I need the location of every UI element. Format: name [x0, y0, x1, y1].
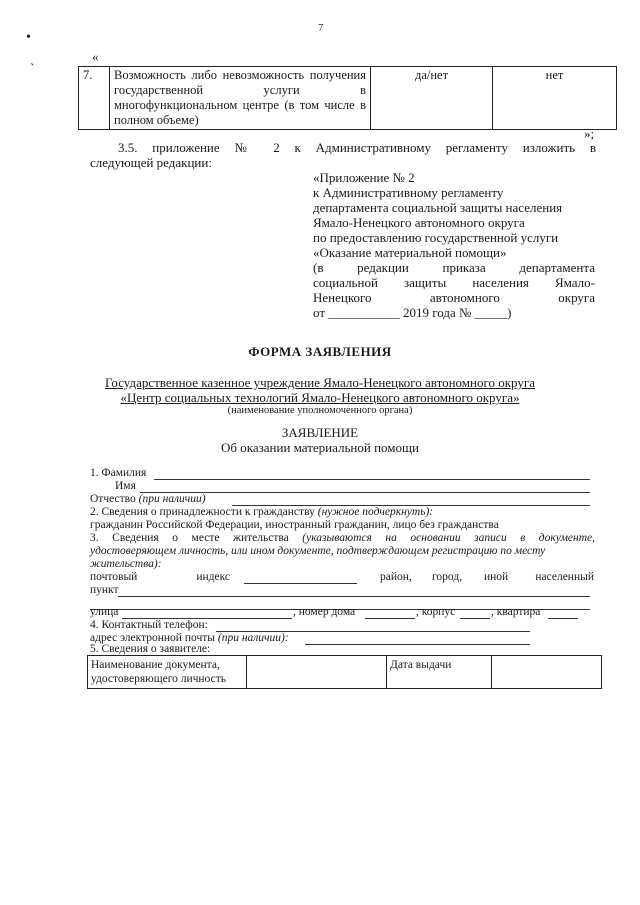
row-values: да/нет [371, 67, 493, 130]
applicant-label: 5. Сведения о заявителе: [90, 643, 211, 655]
email-if-any-note: (при наличии): [217, 632, 289, 644]
residence-line-3 [90, 558, 162, 572]
surname-field[interactable] [154, 479, 590, 480]
appendix-line: социальной защиты населения Ямало- [313, 275, 595, 290]
citizenship-options[interactable]: гражданин Российской Федерации, иностранный гражданин, лицо без гражданства [90, 519, 499, 531]
clause-line-2: следующей редакции: [90, 155, 212, 170]
appendix-line: «Приложение № 2 [313, 170, 415, 185]
appendix-line: по предоставлению государственной услуги [313, 230, 559, 245]
residence-head: 3. Сведения о месте жительства [90, 532, 289, 544]
building-label: , корпус [416, 606, 456, 618]
citizenship-label [90, 506, 433, 520]
appendix-line: от ___________ 2019 года № _____) [313, 305, 512, 320]
postal-label: почтовый индекс [90, 571, 230, 583]
point-label: пункт [90, 584, 119, 596]
services-table-row [78, 66, 617, 130]
residence-note-a: (указываются на основании записи в документе, [302, 532, 595, 544]
if-any-note: (при наличии) [138, 493, 206, 505]
postal-field[interactable] [244, 583, 357, 584]
surname-label: 1. Фамилия [90, 467, 147, 479]
phone-label: 4. Контактный телефон: [90, 619, 208, 631]
email-text: адрес электронной почты [90, 632, 215, 644]
quote-close: »; [584, 126, 595, 141]
appendix-line: Ненецкого автономного округа [313, 290, 595, 305]
residence-note-c: жительства): [90, 558, 162, 570]
underline-note: (нужное подчеркнуть): [317, 506, 434, 518]
residence-line-1 [90, 532, 595, 546]
issue-date-label: Дата выдачи [387, 656, 492, 689]
appendix-line: «Оказание материальной помощи» [313, 245, 507, 260]
doc-name-label: удостоверяющего личность [91, 673, 226, 685]
house-field[interactable] [365, 618, 415, 619]
appendix-line: (в редакции приказа департамента [313, 260, 595, 275]
issue-date-value[interactable] [492, 656, 602, 689]
point-field[interactable] [118, 596, 590, 597]
name-label: Имя [115, 480, 136, 492]
residence-note-b: удостоверяющем личность, или ином документе, подтверждающем регистрацию по месту [90, 545, 546, 557]
citizenship-text: 2. Сведения о принадлежности к гражданству [90, 506, 315, 518]
appendix-line: к Административному регламенту [313, 185, 504, 200]
applicant-table [87, 655, 602, 689]
quote-open: « [92, 49, 99, 64]
margin-mark: ˋ [30, 62, 35, 77]
apartment-label: , квартира [491, 606, 541, 618]
patronymic-label [90, 493, 206, 507]
appendix-line: департамента социальной защиты населения [313, 200, 563, 215]
building-field[interactable] [460, 618, 490, 619]
doc-name-label-cell [88, 656, 247, 689]
residence-line-2 [90, 545, 595, 559]
row-description: Возможность либо невозможность получения государственной услуги в многофункциональном центре (в том числе в полном объеме) [110, 67, 371, 130]
clause-line-1: 3.5. приложение № 2 к Административному регламенту изложить в [118, 140, 596, 155]
org-name-line-1: Государственное казенное учреждение Ямало-Ненецкого автономного округа [105, 375, 535, 390]
apartment-field[interactable] [548, 618, 578, 619]
name-field[interactable] [140, 492, 590, 493]
statement-subtitle: Об оказании материальной помощи [220, 440, 419, 455]
patronymic-text: Отчество [90, 493, 136, 505]
page-number: 7 [318, 22, 324, 34]
doc-name-label: Наименование документа, [91, 659, 220, 671]
statement-title: ЗАЯВЛЕНИЕ [281, 425, 359, 440]
district-label: район, [380, 571, 412, 583]
city-label: город, [432, 571, 463, 583]
row-answer: нет [493, 67, 617, 130]
house-label: , номер дома [293, 606, 356, 618]
form-title: ФОРМА ЗАЯВЛЕНИЯ [248, 344, 392, 359]
org-name-line-2: «Центр социальных технологий Ямало-Ненецкого автономного округа» [120, 390, 520, 405]
margin-mark: • [26, 30, 31, 45]
doc-name-value[interactable] [247, 656, 387, 689]
org-caption: (наименование уполномоченного органа) [227, 405, 413, 416]
appendix-line: Ямало-Ненецкого автономного округа [313, 215, 525, 230]
street-label: улица [90, 606, 119, 618]
row-number: 7. [79, 67, 110, 130]
email-field[interactable] [305, 644, 530, 645]
settlement-label: иной населенный [484, 571, 594, 583]
